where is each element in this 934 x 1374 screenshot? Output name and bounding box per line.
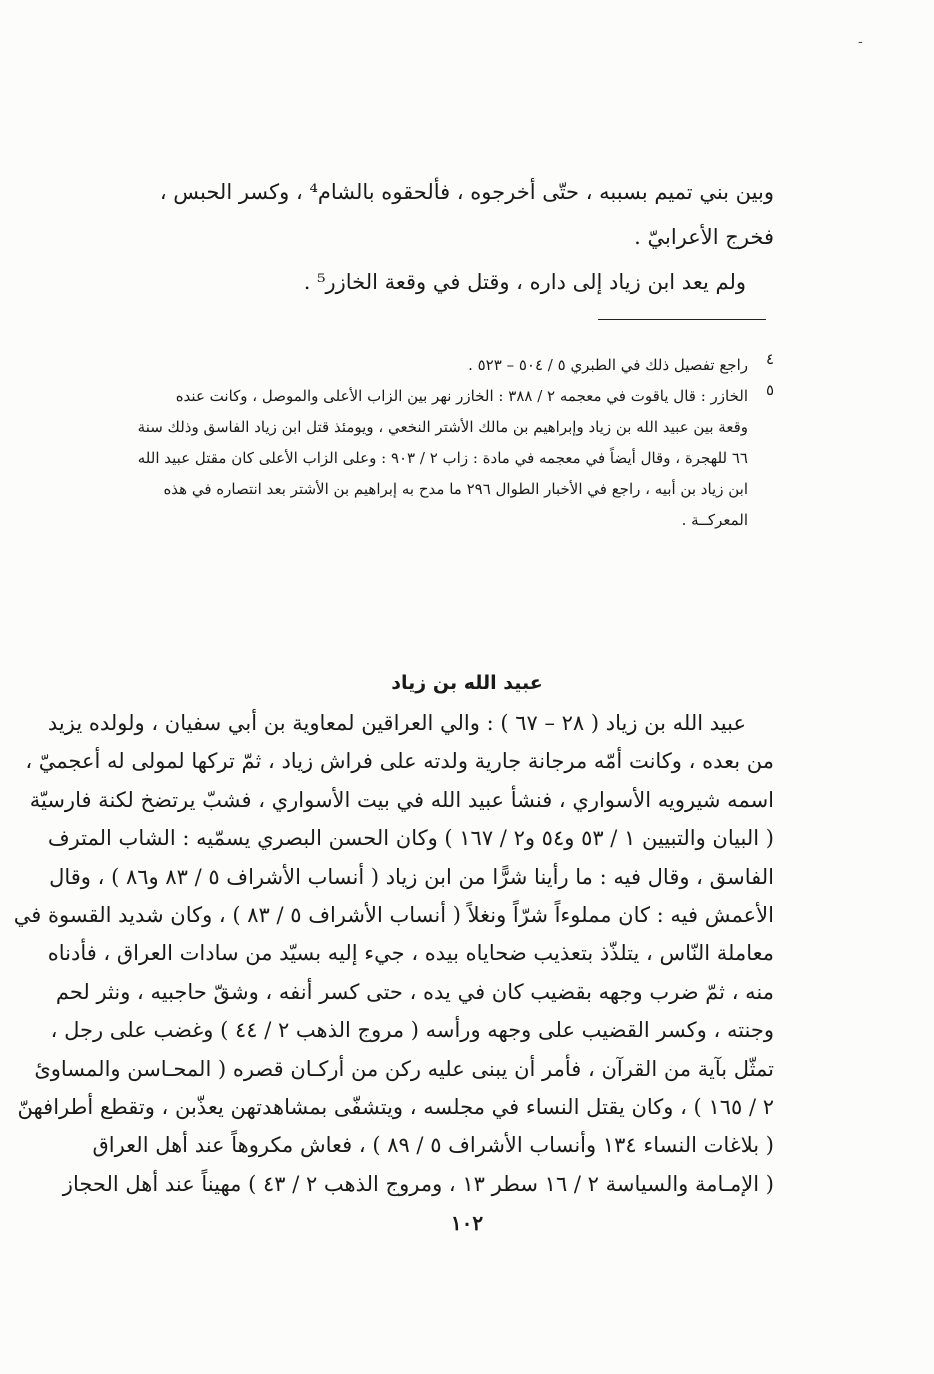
footnote-line: ٦٦ للهجرة ، وقال أيضاً في معجمه في مادة : زاب ٢ / ٩٠٣ : وعلى الزاب الأعلى كان مقتل عبيد الله <box>137 449 748 467</box>
footnotes <box>112 350 774 536</box>
text-line: ( الإمـامة والسياسة ٢ / ١٦ سطر ١٣ ، ومروج الذهب ٢ / ٤٣ ) مهيناً عند أهل الحجاز <box>62 1171 774 1196</box>
section-title: عبيد الله بن زياد <box>391 672 543 694</box>
text-line: ولم يعد ابن زياد إلى داره ، وقتل في وقعة الخازر⁵ . <box>303 270 746 294</box>
footnote-line: راجع تفصيل ذلك في الطبري ٥ / ٥٠٤ – ٥٢٣ . <box>468 356 748 374</box>
text-line: معاملة النّاس ، يتلذّذ بتعذيب ضحاياه بيده ، جيء إليه بسيّد من سادات العراق ، فأدناه <box>47 941 774 966</box>
footnote-line: المعركــة . <box>681 511 748 529</box>
page-number: ١٠٢ <box>450 1211 484 1235</box>
text-line: الأعمش فيه : كان مملوءاً شرّاً ونغلاً ( أنساب الأشراف ٥ / ٨٣ ) ، وكان شديد القسوة في <box>13 902 774 927</box>
text-line: ( البيان والتبيين ١ / ٥٣ و٥٤ و٢ / ١٦٧ ) وكان الحسن البصري يسمّيه : الشاب المترف <box>47 826 774 851</box>
text-line: منه ، ثمّ ضرب وجهه بقضيب كان في يده ، حتى كسر أنفه ، وشقّ حاجبيه ، ونثر لحم <box>55 979 774 1004</box>
footnote <box>112 350 774 381</box>
text-line: وبين بني تميم بسببه ، حتّى أخرجوه ، فألحقوه بالشام⁴ ، وكسر الحبس ، <box>159 180 774 204</box>
text-line: وجنته ، وكسر القضيب على وجهه ورأسه ( مروج الذهب ٢ / ٤٤ ) وغضب على رجل ، <box>50 1018 774 1043</box>
footnote-separator <box>598 319 766 320</box>
section-body <box>13 704 774 1203</box>
text-line: تمثّل بآية من القرآن ، فأمر أن يبنى عليه ركن من أركـان قصره ( المحـاسن والمساوئ <box>34 1056 774 1081</box>
text-line: اسمه شيرويه الأسواري ، فنشأ عبيد الله في بيت الأسواري ، فشبّ يرتضخ لكنة فارسيّة <box>29 787 774 812</box>
continuation-paragraph <box>114 170 774 305</box>
footnote-line: ابن زياد بن أبيه ، راجع في الأخبار الطوال ٢٩٦ ما مدح به إبراهيم بن الأشتر بعد انتصاره في هذه <box>163 480 748 498</box>
corner-mark: - <box>858 34 863 50</box>
text-line: ( بلاغات النساء ١٣٤ وأنساب الأشراف ٥ / ٨٩ ) ، فعاش مكروهاً عند أهل العراق <box>92 1133 774 1158</box>
text-line: الفاسق ، وقال فيه : ما رأينا شرًّا من ابن زياد ( أنساب الأشراف ٥ / ٨٣ و٨٦ ) ، وقال <box>49 864 774 889</box>
text-line: ٢ / ١٦٥ ) ، وكان يقتل النساء في مجلسه ، ويتشفّى بمشاهدتهن يعذّبن ، وتقطع أطرافهنّ <box>17 1094 774 1119</box>
text-line: فخرج الأعرابيّ . <box>634 225 774 249</box>
footnote-line: الخازر : قال ياقوت في معجمه ٢ / ٣٨٨ : الخازر نهر بين الزاب الأعلى والموصل ، وكانت عنده <box>175 387 748 405</box>
footnote-number: ٤ <box>765 350 774 368</box>
text-line: عبيد الله بن زياد ( ٢٨ – ٦٧ ) : والي العراقين لمعاوية بن أبي سفيان ، ولولده يزيد <box>47 711 746 735</box>
footnote-number: ٥ <box>765 381 774 399</box>
footnote <box>112 381 774 536</box>
text-line: من بعده ، وكانت أمّه مرجانة جارية ولدته على فراش زياد ، ثمّ تركها لمولى له أعجميّ ، <box>25 749 774 774</box>
footnote-line: وقعة بين عبيد الله بن زياد وإبراهيم بن مالك الأشتر النخعي ، ويومئذ قتل ابن زياد الفاسق وذلك سنة <box>137 418 748 436</box>
